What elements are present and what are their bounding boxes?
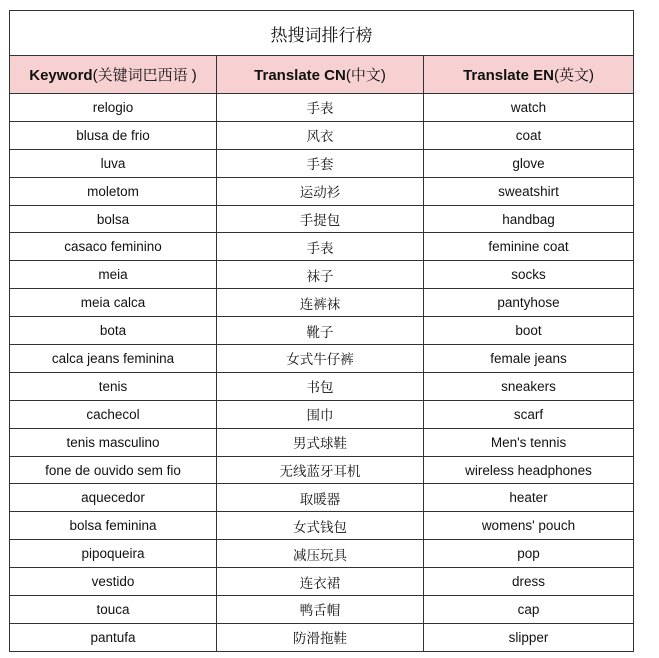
translate-en-cell: sweatshirt [424, 177, 634, 205]
keyword-cell: bolsa [10, 205, 217, 233]
table-row [10, 261, 634, 289]
table-row [10, 568, 634, 596]
translate-cn-cell: 男式球鞋 [217, 428, 424, 456]
keyword-cell: relogio [10, 94, 217, 122]
keyword-cell: aquecedor [10, 484, 217, 512]
translate-en-cell: wireless headphones [424, 456, 634, 484]
translate-en-cell: scarf [424, 400, 634, 428]
translate-en-cell: pantyhose [424, 289, 634, 317]
hot-search-ranking-panel [9, 10, 633, 652]
title-row [10, 11, 634, 56]
translate-cn-cell: 手套 [217, 149, 424, 177]
table-row [10, 289, 634, 317]
column-header-keyword-note: (关键词巴西语 ) [92, 67, 197, 84]
keyword-cell: moletom [10, 177, 217, 205]
translate-cn-cell: 连衣裙 [217, 568, 424, 596]
keyword-cell: pipoqueira [10, 540, 217, 568]
hot-search-table [9, 10, 634, 652]
translate-en-cell: sneakers [424, 372, 634, 400]
translate-cn-cell: 手表 [217, 94, 424, 122]
keyword-cell: casaco feminino [10, 233, 217, 261]
table-row [10, 345, 634, 373]
table-row [10, 596, 634, 624]
translate-cn-cell: 书包 [217, 372, 424, 400]
keyword-cell: fone de ouvido sem fio [10, 456, 217, 484]
keyword-cell: vestido [10, 568, 217, 596]
translate-en-cell: heater [424, 484, 634, 512]
translate-en-cell: coat [424, 121, 634, 149]
table-row [10, 177, 634, 205]
keyword-cell: blusa de frio [10, 121, 217, 149]
translate-cn-cell: 袜子 [217, 261, 424, 289]
column-header-row [10, 56, 634, 94]
table-row [10, 484, 634, 512]
translate-en-cell: dress [424, 568, 634, 596]
table-body [10, 94, 634, 652]
translate-cn-cell: 手表 [217, 233, 424, 261]
translate-en-cell: socks [424, 261, 634, 289]
translate-cn-cell: 连裤袜 [217, 289, 424, 317]
keyword-cell: touca [10, 596, 217, 624]
keyword-cell: meia [10, 261, 217, 289]
column-header-translate-cn-label: Translate CN [254, 67, 346, 84]
translate-cn-cell: 无线蓝牙耳机 [217, 456, 424, 484]
translate-cn-cell: 风衣 [217, 121, 424, 149]
column-header-translate-cn [217, 56, 424, 94]
table-row [10, 121, 634, 149]
column-header-keyword-label: Keyword [29, 67, 93, 84]
translate-en-cell: watch [424, 94, 634, 122]
table-row [10, 623, 634, 651]
keyword-cell: bota [10, 317, 217, 345]
table-row [10, 94, 634, 122]
column-header-translate-en-label: Translate EN [463, 67, 554, 84]
keyword-cell: cachecol [10, 400, 217, 428]
column-header-translate-en-note: (英文) [553, 67, 594, 84]
table-row [10, 400, 634, 428]
table-row [10, 456, 634, 484]
translate-en-cell: boot [424, 317, 634, 345]
translate-en-cell: slipper [424, 623, 634, 651]
translate-en-cell: feminine coat [424, 233, 634, 261]
table-row [10, 205, 634, 233]
table-title: 热搜词排行榜 [10, 11, 634, 56]
column-header-keyword [10, 56, 217, 94]
table-row [10, 233, 634, 261]
translate-en-cell: womens' pouch [424, 512, 634, 540]
table-row [10, 317, 634, 345]
translate-cn-cell: 取暖器 [217, 484, 424, 512]
keyword-cell: tenis [10, 372, 217, 400]
keyword-cell: meia calca [10, 289, 217, 317]
translate-en-cell: cap [424, 596, 634, 624]
keyword-cell: tenis masculino [10, 428, 217, 456]
keyword-cell: calca jeans feminina [10, 345, 217, 373]
translate-en-cell: glove [424, 149, 634, 177]
translate-cn-cell: 减压玩具 [217, 540, 424, 568]
column-header-translate-cn-note: (中文) [345, 67, 386, 84]
keyword-cell: bolsa feminina [10, 512, 217, 540]
translate-cn-cell: 运动衫 [217, 177, 424, 205]
translate-cn-cell: 鸭舌帽 [217, 596, 424, 624]
translate-en-cell: handbag [424, 205, 634, 233]
column-header-translate-en [424, 56, 634, 94]
keyword-cell: luva [10, 149, 217, 177]
translate-cn-cell: 围巾 [217, 400, 424, 428]
table-row [10, 512, 634, 540]
translate-cn-cell: 靴子 [217, 317, 424, 345]
table-row [10, 428, 634, 456]
translate-cn-cell: 女式钱包 [217, 512, 424, 540]
keyword-cell: pantufa [10, 623, 217, 651]
table-row [10, 372, 634, 400]
translate-cn-cell: 手提包 [217, 205, 424, 233]
translate-cn-cell: 女式牛仔裤 [217, 345, 424, 373]
table-row [10, 540, 634, 568]
translate-en-cell: Men's tennis [424, 428, 634, 456]
table-row [10, 149, 634, 177]
translate-en-cell: pop [424, 540, 634, 568]
translate-en-cell: female jeans [424, 345, 634, 373]
translate-cn-cell: 防滑拖鞋 [217, 623, 424, 651]
